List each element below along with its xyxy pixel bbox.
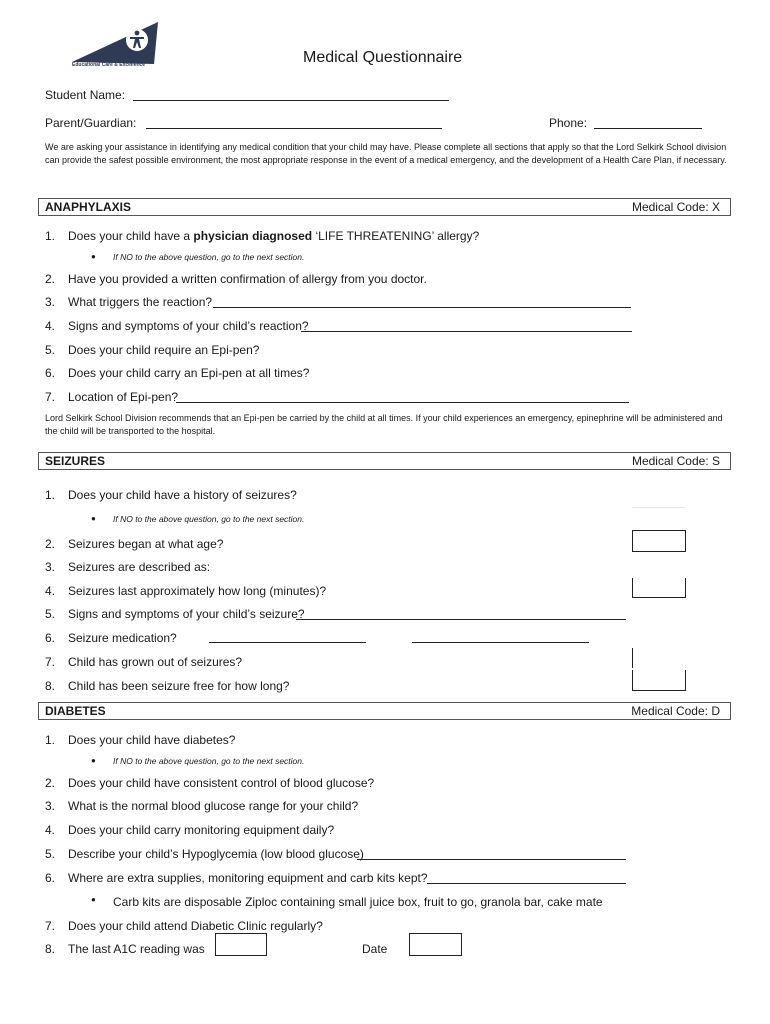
anaphylaxis-q2: Have you provided a written confirmation of allergy from you doctor. bbox=[68, 272, 427, 286]
item-number: 4. bbox=[45, 584, 56, 598]
phone-label: Phone: bbox=[549, 116, 588, 130]
anaphylaxis-q7: Location of Epi-pen? bbox=[68, 390, 179, 404]
anaphylaxis-q6: Does your child carry an Epi-pen at all times? bbox=[68, 366, 310, 380]
seizures-title: SEIZURES bbox=[45, 454, 106, 468]
outgrown-mark bbox=[632, 648, 633, 668]
item-number: 5. bbox=[45, 847, 56, 861]
a1c-date-box[interactable] bbox=[409, 933, 462, 956]
item-number: 3. bbox=[45, 799, 56, 813]
q1-text-pre: Does your child have a bbox=[68, 229, 194, 243]
seizure-duration-box[interactable] bbox=[632, 578, 686, 598]
bullet-icon: ● bbox=[91, 895, 96, 904]
seizure-history-hint-line bbox=[633, 507, 685, 508]
diabetes-q6: Where are extra supplies, monitoring equipment and carb kits kept? bbox=[68, 871, 428, 885]
anaphylaxis-skip-note: If NO to the above question, go to the next section. bbox=[113, 252, 305, 262]
triggers-field[interactable] bbox=[213, 307, 631, 308]
student-name-label: Student Name: bbox=[45, 88, 126, 102]
school-logo bbox=[70, 18, 162, 70]
seizures-q3: Seizures are described as: bbox=[68, 560, 211, 574]
intro-paragraph: We are asking your assistance in identifying any medical condition that your child may have. Please complete all sections that apply so that the Lord Selkirk School division can provide the safest possible environment, the most appropriate response in the event of a medical emergency, and the development of a Health Care Plan, if necessary. bbox=[45, 142, 727, 165]
bullet-icon: ● bbox=[91, 514, 96, 523]
item-number: 2. bbox=[45, 272, 56, 286]
item-number: 2. bbox=[45, 537, 56, 551]
anaphylaxis-header bbox=[38, 198, 731, 216]
item-number: 8. bbox=[45, 679, 56, 693]
seizures-header bbox=[38, 452, 731, 470]
diabetes-q3: What is the normal blood glucose range for your child? bbox=[68, 799, 359, 813]
seizure-symptoms-field[interactable] bbox=[296, 619, 626, 620]
diabetes-skip-note: If NO to the above question, go to the next section. bbox=[113, 756, 305, 766]
epipen-location-field[interactable] bbox=[176, 402, 629, 403]
anaphylaxis-note: Lord Selkirk School Division recommends that an Epi-pen be carried by the child at all times. If your child experiences an emergency, epinephrine will be administered and the child will be transported to the hospital. bbox=[45, 413, 723, 436]
diabetes-code: Medical Code: D bbox=[631, 704, 720, 718]
diabetes-header bbox=[38, 702, 731, 720]
supplies-location-field[interactable] bbox=[427, 883, 626, 884]
q1-text-post: ‘LIFE THREATENING’ allergy? bbox=[312, 229, 480, 243]
diabetes-q1: Does your child have diabetes? bbox=[68, 733, 236, 747]
parent-guardian-label: Parent/Guardian: bbox=[45, 116, 137, 130]
anaphylaxis-q1 bbox=[68, 229, 479, 243]
anaphylaxis-title: ANAPHYLAXIS bbox=[45, 200, 132, 214]
anaphylaxis-q5: Does your child require an Epi-pen? bbox=[68, 343, 260, 357]
seizure-free-box[interactable] bbox=[632, 670, 686, 691]
item-number: 7. bbox=[45, 390, 56, 404]
diabetes-q5: Describe your child’s Hypoglycemia (low blood glucose) bbox=[68, 847, 364, 861]
item-number: 7. bbox=[45, 655, 56, 669]
item-number: 6. bbox=[45, 631, 56, 645]
hypoglycemia-field[interactable] bbox=[357, 859, 626, 860]
diabetes-q8: The last A1C reading was bbox=[68, 942, 205, 956]
item-number: 3. bbox=[45, 560, 56, 574]
bullet-icon: ● bbox=[91, 756, 96, 765]
q1-text-bold: physician diagnosed bbox=[193, 229, 313, 243]
item-number: 3. bbox=[45, 295, 56, 309]
item-number: 7. bbox=[45, 919, 56, 933]
item-number: 6. bbox=[45, 366, 56, 380]
diabetes-title: DIABETES bbox=[45, 704, 106, 718]
diabetes-q7: Does your child attend Diabetic Clinic regularly? bbox=[68, 919, 323, 933]
item-number: 6. bbox=[45, 871, 56, 885]
bullet-icon: ● bbox=[91, 252, 96, 261]
date-label: Date bbox=[362, 942, 388, 956]
student-name-field[interactable] bbox=[133, 100, 449, 101]
seizures-q1: Does your child have a history of seizures? bbox=[68, 488, 297, 502]
reaction-symptoms-field[interactable] bbox=[301, 331, 632, 332]
item-number: 4. bbox=[45, 319, 56, 333]
phone-field[interactable] bbox=[594, 128, 702, 129]
page-title: Medical Questionnaire bbox=[303, 49, 463, 66]
item-number: 8. bbox=[45, 942, 56, 956]
anaphylaxis-code: Medical Code: X bbox=[631, 200, 720, 214]
seizures-skip-note: If NO to the above question, go to the next section. bbox=[113, 514, 305, 524]
carb-kit-note: Carb kits are disposable Ziploc containing small juice box, fruit to go, granola bar, cake mate bbox=[113, 895, 603, 909]
seizure-medication-field-1[interactable] bbox=[209, 642, 366, 643]
logo-tagline: Educational Care & Excellence bbox=[72, 62, 146, 68]
seizures-q5: Signs and symptoms of your child’s seizure? bbox=[68, 607, 305, 621]
diabetes-q4: Does your child carry monitoring equipment daily? bbox=[68, 823, 335, 837]
anaphylaxis-q4: Signs and symptoms of your child’s reaction? bbox=[68, 319, 309, 333]
seizures-q4: Seizures last approximately how long (minutes)? bbox=[68, 584, 327, 598]
parent-guardian-field[interactable] bbox=[146, 128, 442, 129]
seizures-q7: Child has grown out of seizures? bbox=[68, 655, 243, 669]
seizures-code: Medical Code: S bbox=[631, 454, 720, 468]
item-number: 1. bbox=[45, 733, 56, 747]
a1c-reading-box[interactable] bbox=[215, 933, 267, 956]
seizure-age-box[interactable] bbox=[632, 530, 686, 552]
anaphylaxis-q3: What triggers the reaction? bbox=[68, 295, 213, 309]
item-number: 5. bbox=[45, 607, 56, 621]
item-number: 4. bbox=[45, 823, 56, 837]
item-number: 2. bbox=[45, 776, 56, 790]
item-number: 1. bbox=[45, 229, 56, 243]
seizure-medication-field-2[interactable] bbox=[412, 642, 589, 643]
seizures-q6: Seizure medication? bbox=[68, 631, 177, 645]
item-number: 5. bbox=[45, 343, 56, 357]
seizures-q2: Seizures began at what age? bbox=[68, 537, 224, 551]
seizures-q8: Child has been seizure free for how long? bbox=[68, 679, 290, 693]
diabetes-q2: Does your child have consistent control of blood glucose? bbox=[68, 776, 375, 790]
item-number: 1. bbox=[45, 488, 56, 502]
